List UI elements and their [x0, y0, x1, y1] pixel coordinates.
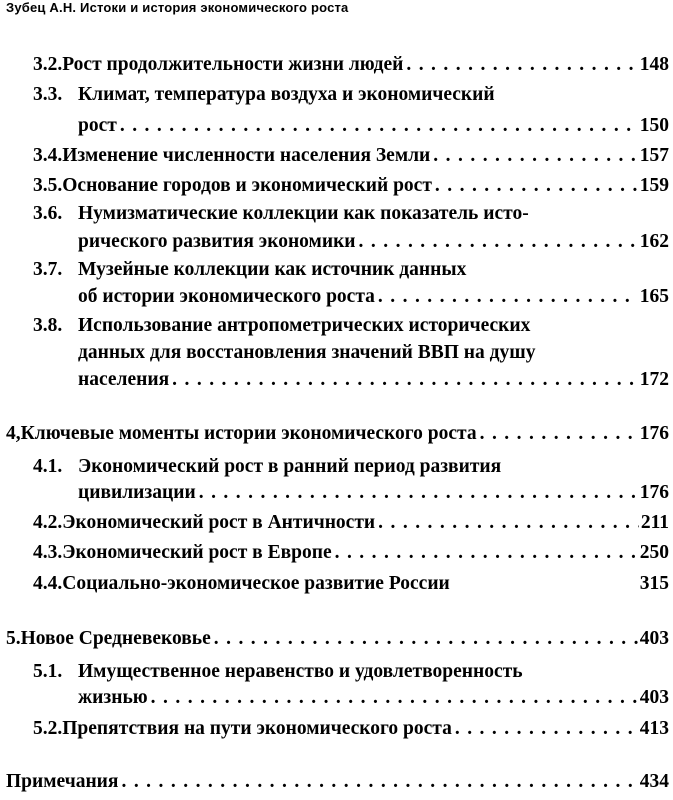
toc-title: Новое Средневековье — [20, 628, 211, 649]
leader-dots — [335, 542, 638, 564]
leader-dots — [172, 369, 638, 391]
toc-page-number: 176 — [639, 482, 669, 503]
toc-number: 3.7. — [33, 259, 63, 280]
toc-title: Климат, температура воздуха и экономический — [78, 84, 495, 105]
toc-page-number: 250 — [639, 542, 669, 563]
leader-dots — [121, 771, 637, 793]
toc-page-number: 403 — [639, 687, 669, 708]
toc-number: 3.4. — [33, 145, 63, 166]
toc-title: Экономический рост в Античности — [62, 512, 376, 533]
toc-page-number: 315 — [639, 573, 669, 594]
leader-dots — [151, 687, 638, 709]
leader-dots — [480, 423, 638, 445]
toc-page-number: 403 — [639, 628, 669, 649]
toc-entry-3-7-line2[interactable] — [78, 286, 669, 308]
toc-entry-4-2[interactable] — [33, 512, 669, 534]
toc-entry-3-7-line1[interactable] — [33, 259, 466, 281]
leader-dots — [199, 482, 638, 504]
toc-entry-3-6-line1[interactable] — [33, 203, 529, 225]
toc-title: Основание городов и экономический рост — [62, 175, 432, 196]
toc-entry-3-6-line2[interactable] — [78, 231, 669, 253]
toc-number: 3.8. — [33, 315, 63, 336]
toc-title-continued: рост — [78, 115, 117, 136]
toc-entry-3-3-line1[interactable] — [33, 84, 495, 106]
toc-entry-3-4[interactable] — [33, 145, 669, 167]
toc-entry-3-8-line3[interactable] — [78, 369, 669, 391]
leader-dots — [406, 54, 637, 76]
toc-number: 3.3. — [33, 84, 63, 105]
toc-page-number: 157 — [639, 145, 669, 166]
leader-dots — [359, 231, 638, 253]
leader-dots — [455, 718, 638, 740]
toc-page-number: 148 — [639, 54, 669, 75]
toc-chapter-4[interactable] — [6, 423, 669, 445]
toc-number: 5. — [6, 628, 21, 649]
toc-entry-4-3[interactable] — [33, 542, 669, 564]
toc-number: 4, — [6, 423, 21, 444]
toc-page-number: 434 — [639, 771, 669, 792]
leader-dots — [378, 286, 638, 308]
toc-title: Имущественное неравенство и удовлетворенность — [78, 661, 523, 682]
toc-page-number: 150 — [639, 115, 669, 136]
toc-page-number: 172 — [639, 369, 669, 390]
leader-dots — [378, 512, 639, 534]
toc-number: 3.5. — [33, 175, 63, 196]
toc-number: 5.1. — [33, 661, 63, 682]
toc-entry-4-1-line2[interactable] — [78, 482, 669, 504]
toc-number: 3.2. — [33, 54, 63, 75]
leader-dots — [120, 115, 638, 137]
toc-title-continued: цивилизации — [78, 482, 196, 503]
toc-entry-3-2[interactable] — [33, 54, 669, 76]
toc-chapter-5[interactable] — [6, 628, 669, 650]
toc-title: Социально-экономическое развитие России — [62, 573, 450, 594]
toc-title-continued: жизнью — [78, 687, 148, 708]
toc-title-continued: рического развития экономики — [78, 231, 356, 252]
toc-title: Музейные коллекции как источник данных — [78, 259, 467, 280]
leader-dots — [435, 175, 638, 197]
toc-title: Рост продолжительности жизни людей — [62, 54, 404, 75]
toc-entry-4-4[interactable] — [33, 573, 669, 595]
toc-title: Использование антропометрических исторических — [78, 315, 531, 336]
toc-page-number: 413 — [639, 718, 669, 739]
toc-title: Препятствия на пути экономического роста — [62, 718, 452, 739]
toc-entry-3-8-line1[interactable] — [33, 315, 530, 337]
toc-entry-3-8-line2[interactable] — [78, 342, 535, 364]
toc-title: Экономический рост в ранний период развития — [78, 456, 502, 477]
toc-number: 4.4. — [33, 573, 63, 594]
toc-entry-4-1-line1[interactable] — [33, 456, 501, 478]
toc-page-number: 165 — [639, 286, 669, 307]
toc-number: 5.2. — [33, 718, 63, 739]
toc-title: Ключевые моменты истории экономического роста — [20, 423, 477, 444]
toc-title-continued: данных для восстановления значений ВВП на душу — [78, 342, 536, 363]
toc-page-number: 211 — [640, 512, 669, 533]
toc-notes[interactable] — [6, 771, 669, 793]
toc-title: Изменение численности населения Земли — [62, 145, 431, 166]
toc-title-continued: об истории экономического роста — [78, 286, 375, 307]
toc-title-continued: населения — [78, 369, 170, 390]
toc-entry-5-1-line1[interactable] — [33, 661, 523, 683]
toc-title: Экономический рост в Европе — [62, 542, 332, 563]
toc-number: 3.6. — [33, 203, 63, 224]
leader-dots — [214, 628, 638, 650]
toc-page-number: 176 — [639, 423, 669, 444]
toc-entry-5-2[interactable] — [33, 718, 669, 740]
toc-page-number: 159 — [639, 175, 669, 196]
toc-entry-3-3-line2[interactable] — [78, 115, 669, 137]
toc-title: Нумизматические коллекции как показатель исто- — [78, 203, 529, 224]
running-header: Зубец А.Н. Истоки и история экономического роста — [6, 0, 349, 15]
toc-entry-3-5[interactable] — [33, 175, 669, 197]
toc-number: 4.2. — [33, 512, 63, 533]
toc-entry-5-1-line2[interactable] — [78, 687, 669, 709]
toc-title: Примечания — [6, 771, 119, 792]
toc-number: 4.1. — [33, 456, 63, 477]
toc-number: 4.3. — [33, 542, 63, 563]
toc-page-number: 162 — [639, 231, 669, 252]
leader-dots — [433, 145, 637, 167]
